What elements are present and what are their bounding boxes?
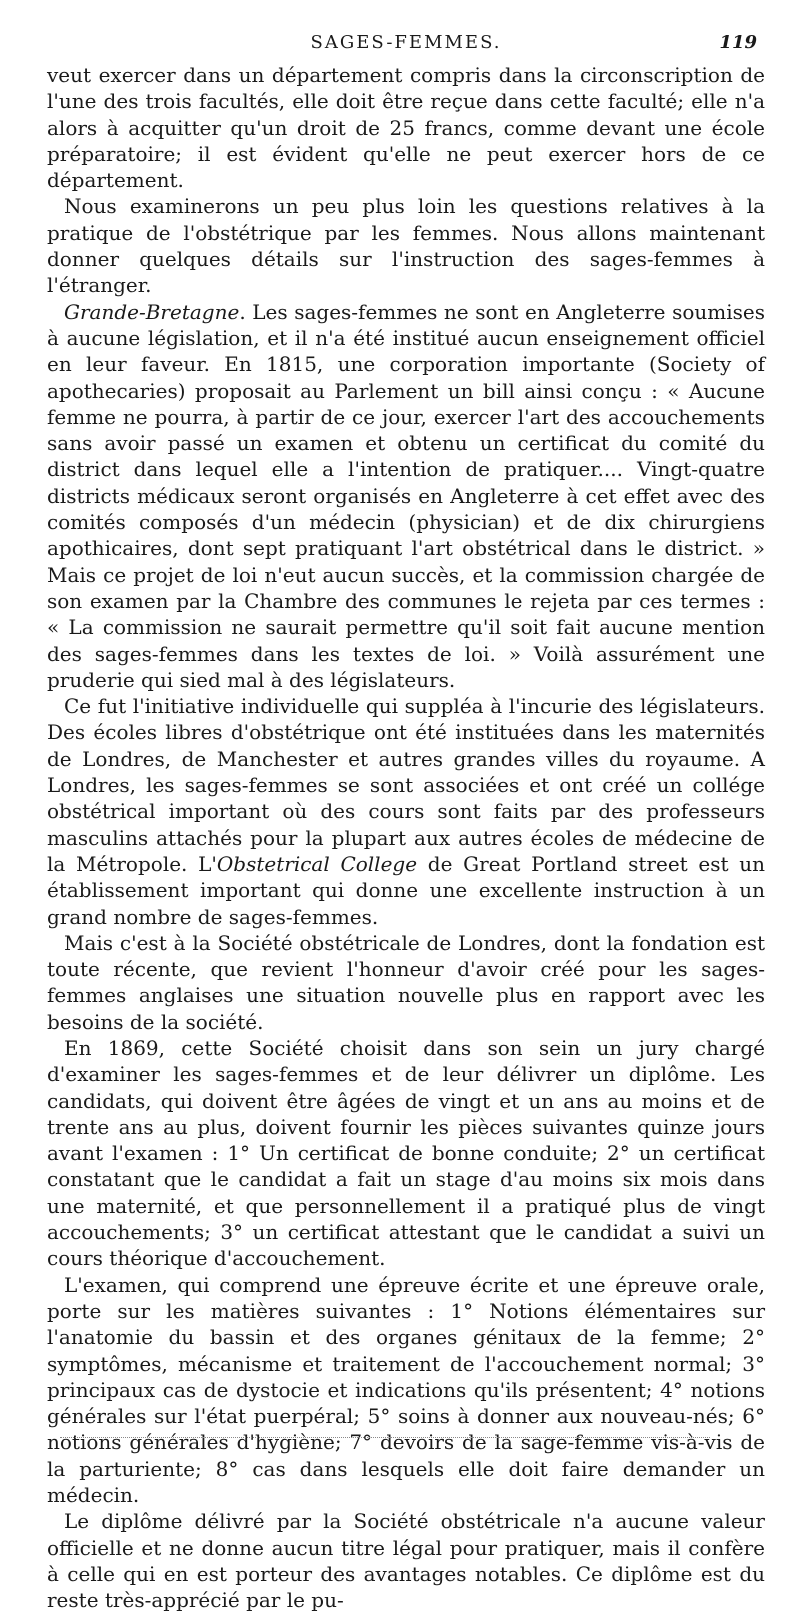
paragraph-text: En 1869, cette Société choisit dans son sein un jury chargé d'examiner les sages-femmes et de leur délivrer un diplôme. Les candidats, qui doivent être âgées de vingt et un ans au moins et de trente ans au plus, doivent fournir les pièces suivantes quinze jours avant l'examen : 1° Un certificat de bonne conduite; 2° un certificat constatant que le candidat a fait un stage d'au moins six mois dans une maternité, et que personnellement il a pratiqué plus de vingt accouchements; 3° un certificat attestant que le candidat a suivi un cours théorique d'accouchement.: [47, 1035, 765, 1271]
section-lead-heading: Grande-Bretagne: [64, 299, 240, 324]
paragraph-text: L'examen, qui comprend une épreuve écrite et une épreuve orale, porte sur les matières suivantes : 1° Notions élémentaires sur l'anatomie du bassin et des organes génitaux de la femme; 2° symptômes, mécanisme et traitement de l'accouchement normal; 3° principaux cas de dystocie et indications qu'ils présentent; 4° notions générales sur l'état puerpéral; 5° soins à donner aux nouveau-nés; 6° notions générales d'hygiène; 7° devoirs de la sage-femme vis-à-vis de la parturiente; 8° cas dans lesquels elle doit faire demander un médecin.: [47, 1272, 765, 1508]
running-title: SAGES-FEMMES.: [310, 32, 502, 53]
italic-institution-name: Obstetrical College: [216, 851, 418, 876]
paragraph: [47, 693, 765, 930]
paragraph-text: Ce fut l'initiative individuelle qui suppléa à l'incurie des législateurs. Des écoles libres d'obstétrique ont été instituées dans les maternités de Londres, de Manchester et autres grandes villes du royaume. A Londres, les sages-femmes se sont associées et ont créé un collége obstétrical important où des cours sont faits par des professeurs masculins attachés pour la plupart aux autres écoles de médecine de la Métropole. L': [47, 694, 765, 876]
paragraph-text: . Les sages-femmes ne sont en Angleterre soumises à aucune législation, et il n'a été institué aucun enseignement officiel en leur faveur. En 1815, une corporation importante (Society of apothecaries) proposait au Parlement un bill ainsi conçu : « Aucune femme ne pourra, à partir de ce jour, exercer l'art des accouchements sans avoir passé un examen et obtenu un certificat du comité du district dans lequel elle a l'intention de pratiquer.... Vingt-quatre districts médicaux seront organisés en Angleterre à cet effet avec des comités composés d'un médecin (physician) et de dix chirurgiens apothicaires, dont sept pratiquant l'art obstétrical dans le district. » Mais ce projet de loi n'eut aucun succès, et la commission chargée de son examen par la Chambre des communes le rejeta par ces termes : « La commission ne saurait permettre qu'il soit fait aucune mention des sages-femmes dans les textes de loi. » Voilà assurément une pruderie qui sied mal à des législateurs.: [47, 299, 765, 692]
paragraph: [47, 193, 765, 298]
paragraph-text: Mais c'est à la Société obstétricale de Londres, dont la fondation est toute récente, que revient l'honneur d'avoir créé pour les sages-femmes anglaises une situation nouvelle plus en rapport avec les besoins de la société.: [47, 930, 765, 1034]
paragraph-text: Le diplôme délivré par la Société obstétricale n'a aucune valeur officielle et ne donne aucun titre légal pour pratiquer, mais il confère à celle qui en est porteur des avantages notables. Ce diplôme est du reste très-apprécié par le pu-: [47, 1509, 765, 1613]
paragraph: [47, 1508, 765, 1613]
paragraph: [47, 299, 765, 693]
page-number: 119: [719, 32, 757, 53]
paragraph-text: Nous examinerons un peu plus loin les questions relatives à la pratique de l'obstétrique par les femmes. Nous allons maintenant donner quelques détails sur l'instruction des sages-femmes à l'étranger.: [47, 194, 765, 298]
paragraph-text: de Great Portland street est un établissement important qui donne une excellente instruction à un grand nombre de sages-femmes.: [47, 851, 765, 929]
paragraph: [47, 1272, 765, 1509]
body-text: [47, 62, 765, 1614]
paragraph: [47, 62, 765, 193]
running-head: [47, 32, 765, 56]
paragraph-text: veut exercer dans un département compris dans la circonscription de l'une des trois facultés, elle doit être reçue dans cette faculté; elle n'a alors à acquitter qu'un droit de 25 francs, comme devant une école préparatoire; il est évident qu'elle ne peut exercer hors de ce département.: [47, 63, 765, 193]
paragraph: [47, 1035, 765, 1272]
paragraph: [47, 930, 765, 1035]
page-bottom-rule: [60, 1437, 710, 1438]
